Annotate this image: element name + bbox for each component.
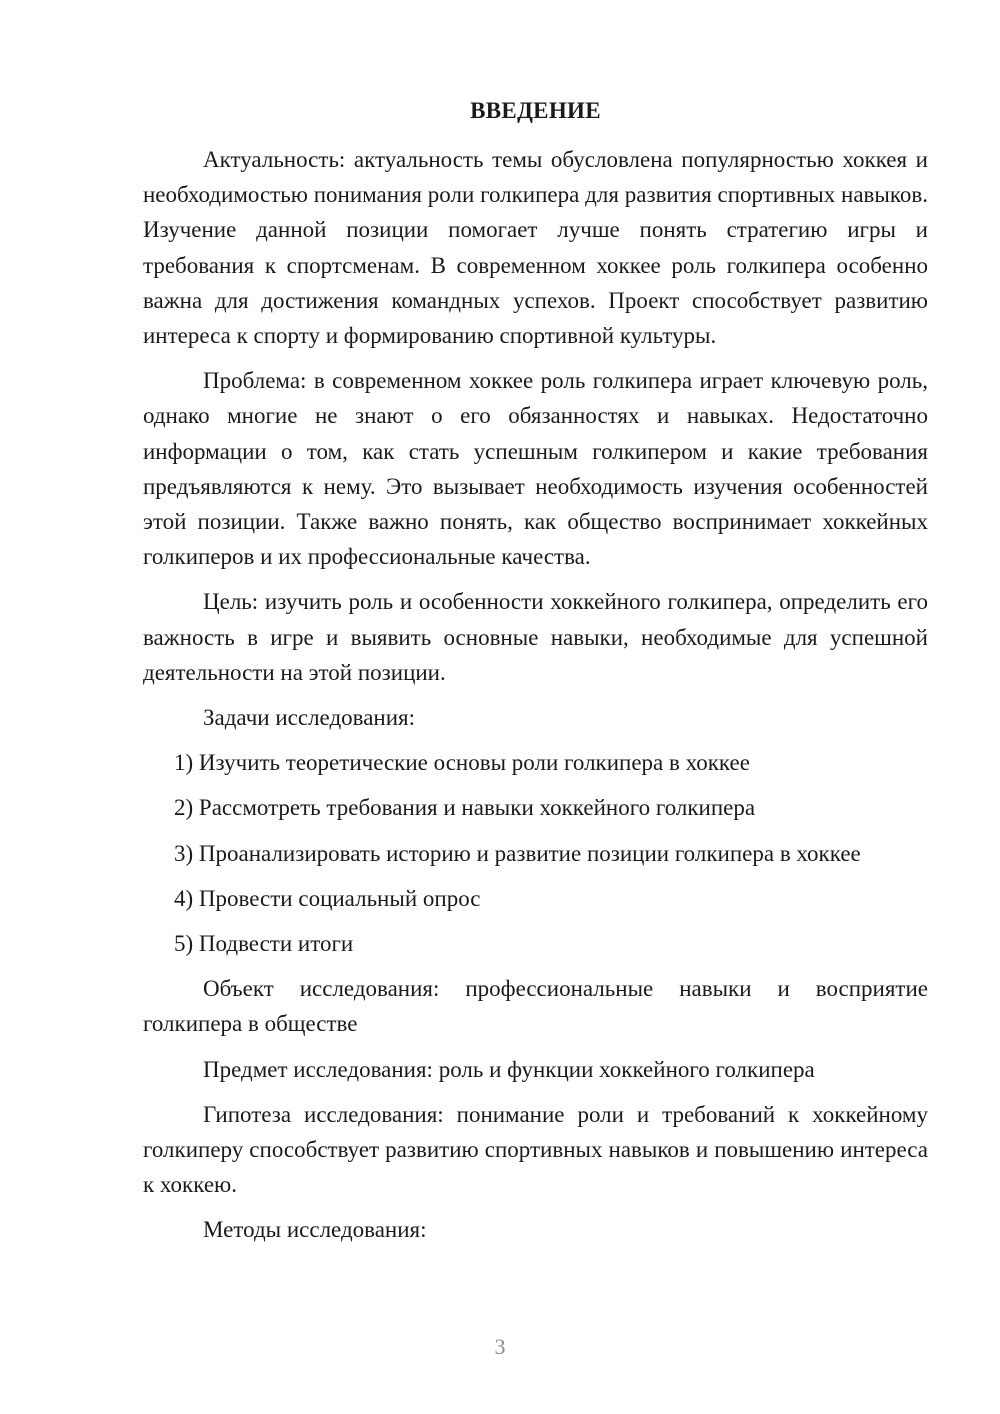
subject-paragraph: Предмет исследования: роль и функции хоккейного голкипера — [203, 1056, 815, 1082]
list-item-text: Провести социальный опрос — [198, 885, 481, 911]
list-item-text: Проанализировать историю и развитие позиции голкипера в хоккее — [198, 840, 861, 866]
list-item-number: 2) — [174, 795, 194, 821]
problem-paragraph: Проблема: в современном хоккее роль голкипера играет ключевую роль, однако многие не знают о его обязанностях и навыках. Недостаточно информации о том, как стать успешным голкипером и какие требования предъявляются к нему. Это вызывает необходимость изучения особенностей этой позиции. Также важно понять, как общество воспринимает хоккейных голкиперов и их профессиональные качества. — [143, 368, 928, 570]
page-number: 3 — [494, 1334, 506, 1359]
list-item — [143, 790, 928, 825]
list-item-number: 5) — [174, 931, 194, 957]
list-item — [143, 881, 928, 916]
document-page — [143, 94, 928, 1258]
list-item — [143, 745, 928, 780]
list-item-text: Изучить теоретические основы роли голкипера в хоккее — [198, 750, 750, 776]
list-item — [143, 836, 928, 871]
tasks-list — [143, 745, 928, 961]
list-item-text: Подвести итоги — [198, 931, 354, 957]
relevance-paragraph: Актуальность: актуальность темы обусловлена популярностью хоккея и необходимостью понимания роли голкипера для развития спортивных навыков. Изучение данной позиции помогает лучше понять стратегию игры и требования к спортсменам. В современном хоккее роль голкипера особенно важна для достижения командных успехов. Проект способствует развитию интереса к спорту и формированию спортивной культуры. — [143, 147, 928, 349]
goal-paragraph: Цель: изучить роль и особенности хоккейного голкипера, определить его важность в игре и выявить основные навыки, необходимые для успешной деятельности на этой позиции. — [143, 589, 928, 685]
list-item-text: Рассмотреть требования и навыки хоккейного голкипера — [198, 795, 756, 821]
tasks-heading: Задачи исследования: — [203, 705, 416, 731]
page-title: ВВЕДЕНИЕ — [470, 98, 601, 123]
list-item — [143, 926, 928, 961]
hypothesis-paragraph: Гипотеза исследования: понимание роли и требований к хоккейному голкиперу способствует развитию спортивных навыков и повышению интереса к хоккею. — [143, 1101, 928, 1198]
methods-heading: Методы исследования: — [203, 1217, 427, 1243]
list-item-number: 4) — [174, 885, 194, 911]
object-paragraph: Объект исследования: профессиональные навыки и восприятие голкипера в обществе — [143, 976, 928, 1037]
list-item-number: 3) — [174, 840, 194, 866]
list-item-number: 1) — [174, 750, 194, 776]
